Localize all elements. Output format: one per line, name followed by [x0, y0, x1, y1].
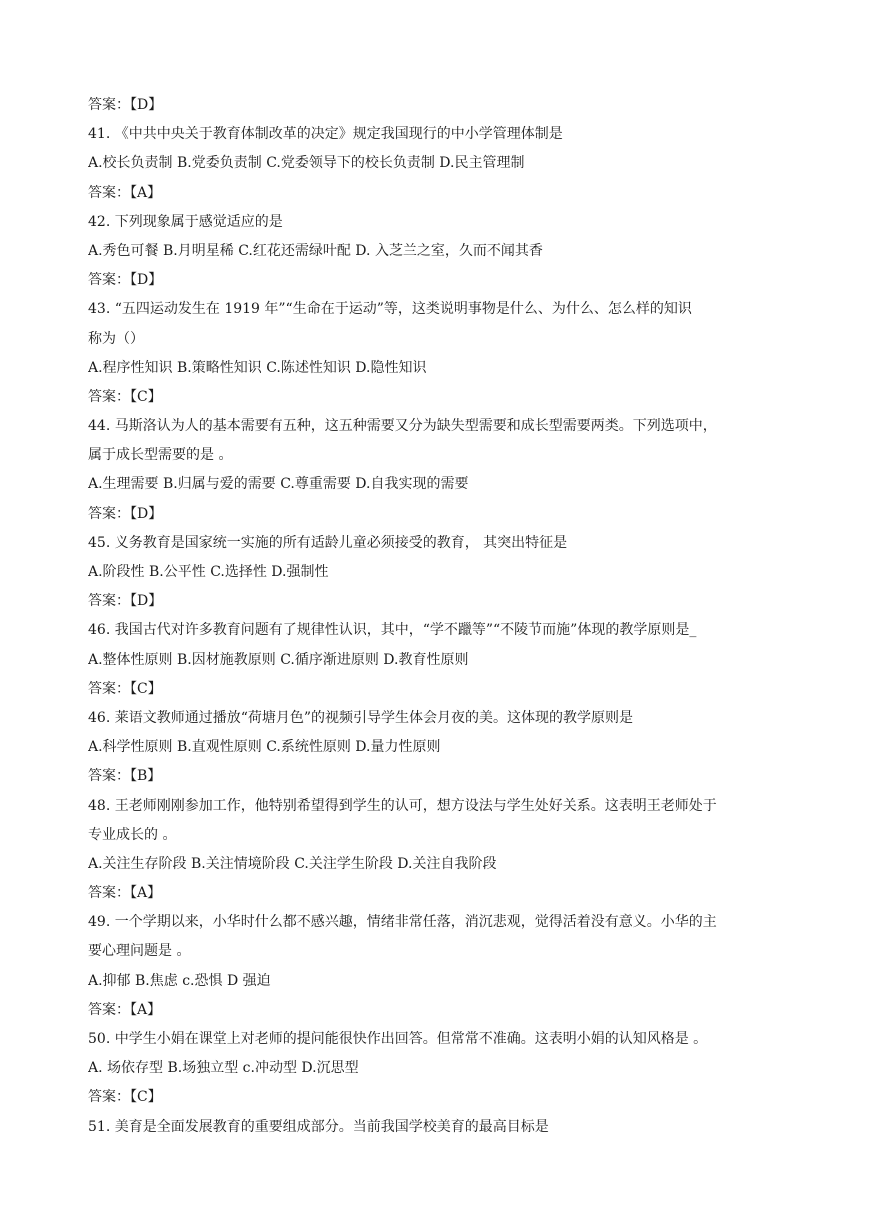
answer-line: 答案：【B】 [88, 768, 162, 785]
text-line: 48. 王老师刚刚参加工作，他特别希望得到学生的认可，想方设法与学生处好关系。这表明王老师处于 [88, 797, 717, 814]
text-line: 46. 莱语文教师通过播放“荷塘月色”的视频引导学生体会月夜的美。这体现的教学原则是 [88, 709, 634, 726]
answer-line: 答案：【D】 [88, 505, 163, 522]
answer-line: 答案：【D】 [88, 593, 163, 610]
text-line: 49. 一个学期以来，小华时什么都不感兴趣，情绪非常任落，消沉悲观，觉得活着没有意义。小华的主 [88, 914, 717, 931]
text-line: 43. “五四运动发生在 1919 年”“生命在于运动”等，这类说明事物是什么、为什么、怎么样的知识 [88, 301, 692, 318]
text-line: 要心理问题是 。 [88, 943, 191, 960]
answer-line: 答案：【C】 [88, 680, 162, 697]
text-line: 45. 义务教育是国家统一实施的所有适龄儿童必须接受的教育， 其突出特征是 [88, 534, 568, 551]
text-line: 专业成长的 。 [88, 826, 177, 843]
text-line: A.整体性原则 B.因材施教原则 C.循序渐进原则 D.教育性原则 [88, 651, 469, 668]
text-line: 属于成长型需要的是 。 [88, 447, 233, 464]
answer-line: 答案：【A】 [88, 184, 162, 201]
text-line: 50. 中学生小娟在课堂上对老师的提问能很快作出回答。但常常不准确。这表明小娟的认知风格是 。 [88, 1031, 708, 1047]
text-line: 44. 马斯洛认为人的基本需要有五种，这五种需要又分为缺失型需要和成长型需要两类。下列选项中， [88, 418, 717, 435]
answer-line: 答案：【A】 [88, 1001, 162, 1018]
text-line: A. 场依存型 B.场独立型 c.冲动型 D.沉思型 [88, 1060, 359, 1077]
text-line: A.抑郁 B.焦虑 c.恐惧 D 强迫 [88, 972, 271, 989]
text-line: 41. 《中共中央关于教育体制改革的决定》规定我国现行的中小学管理体制是 [88, 126, 563, 143]
text-line: 称为（） [88, 330, 144, 347]
answer-line: 答案：【D】 [88, 97, 163, 113]
text-line: A.程序性知识 B.策略性知识 C.陈述性知识 D.隐性知识 [88, 359, 427, 376]
text-line: 46. 我国古代对许多教育问题有了规律性认识，其中，“学不躐等”“不陵节而施”体现的教学原则是_ [88, 622, 697, 639]
text-line: 42. 下列现象属于感觉适应的是 [88, 213, 283, 230]
answer-line: 答案：【A】 [88, 885, 162, 902]
text-line: A.秀色可餐 B.月明星稀 C.红花还需绿叶配 D. 入芝兰之室，久而不闻其香 [88, 242, 543, 259]
text-line: A.校长负责制 B.党委负责制 C.党委领导下的校长负责制 D.民主管理制 [88, 155, 525, 172]
text-line: A.阶段性 B.公平性 C.选择性 D.强制性 [88, 564, 329, 580]
text-line: 51. 美育是全面发展教育的重要组成部分。当前我国学校美育的最高目标是 [88, 1118, 549, 1135]
text-line: A.生理需要 B.归属与爱的需要 C.尊重需要 D.自我实现的需要 [88, 476, 469, 493]
document-body [88, 91, 788, 1142]
answer-line: 答案：【D】 [88, 272, 163, 289]
text-line: A.科学性原则 B.直观性原则 C.系统性原则 D.量力性原则 [88, 739, 441, 756]
answer-line: 答案：【C】 [88, 388, 162, 405]
text-line: A.关注生存阶段 B.关注情境阶段 C.关注学生阶段 D.关注自我阶段 [88, 855, 497, 872]
answer-line: 答案：【C】 [88, 1089, 162, 1106]
